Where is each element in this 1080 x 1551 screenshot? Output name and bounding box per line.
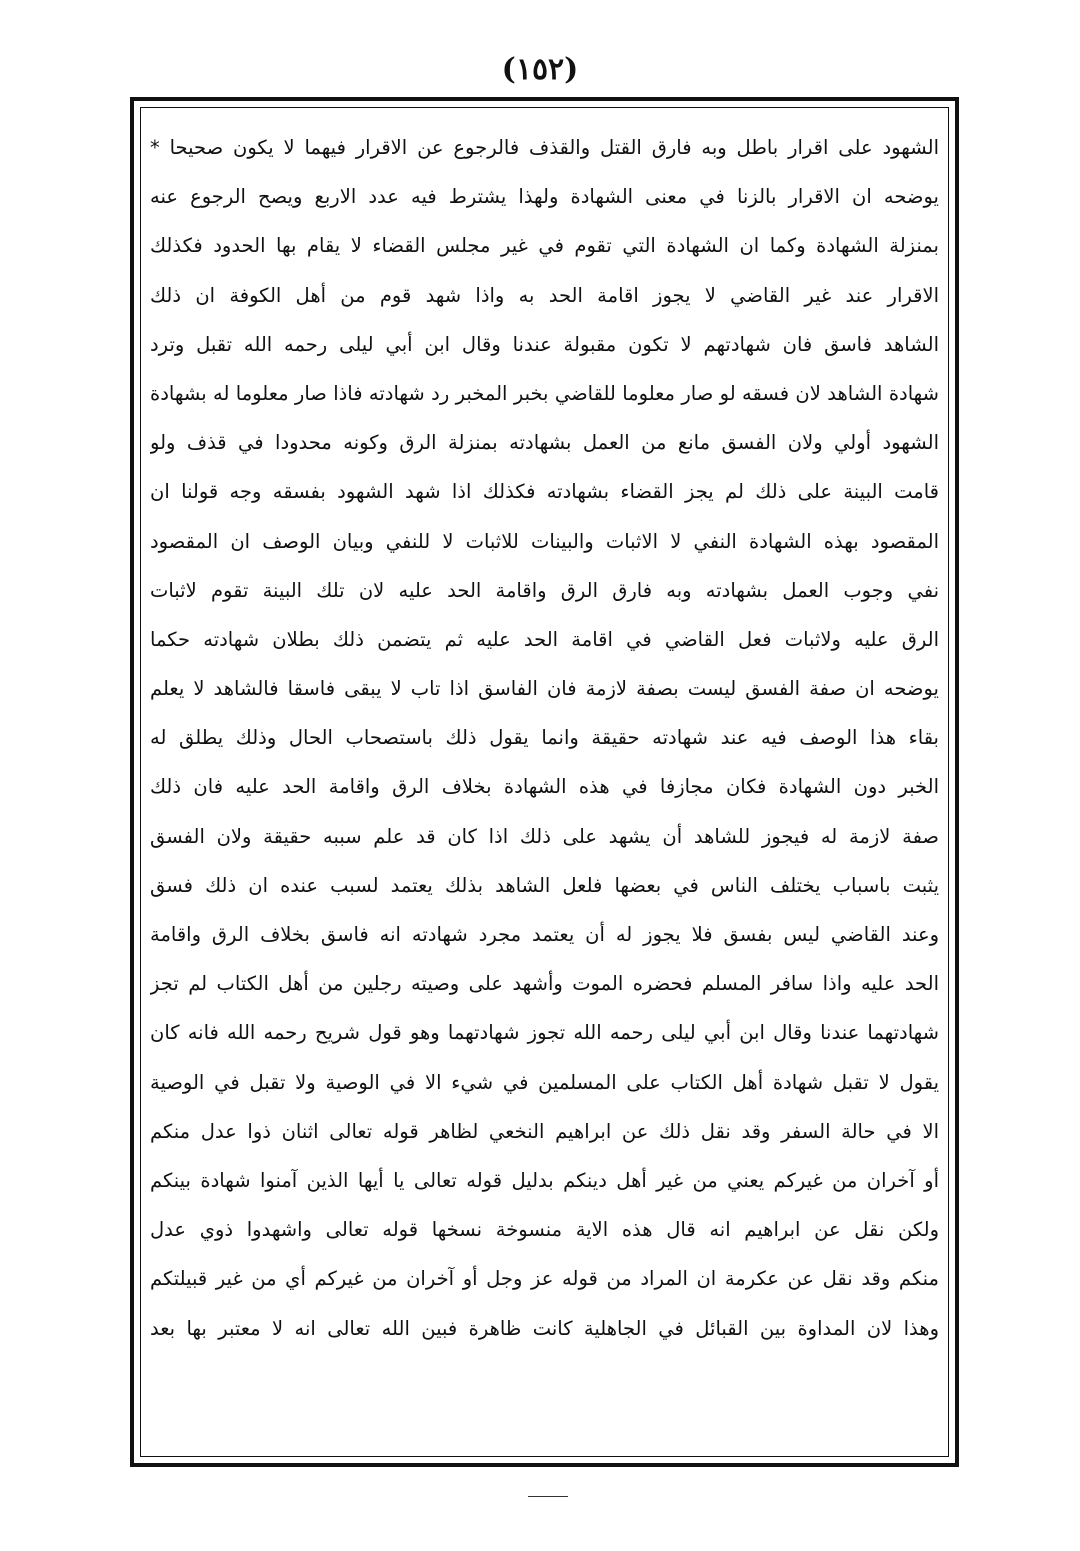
text-line: منكم وقد نقل عن عكرمة ان المراد من قوله عز وجل أو آخران من غيركم أي من غير قبيلتكم — [150, 1267, 939, 1291]
text-line: يثبت باسباب يختلف الناس في بعضها فلعل الشاهد بذلك يعتمد لسبب عنده ان ذلك فسق — [150, 873, 939, 897]
text-line: نفي وجوب العمل بشهادته وبه فارق الرق واقامة الحد عليه لان تلك البينة تقوم لاثبات — [150, 578, 939, 602]
text-line: الرق عليه ولاثبات فعل القاضي في اقامة الحد عليه ثم يتضمن ذلك بطلان شهادته حكما — [150, 627, 939, 651]
text-line: شهادة الشاهد لان فسقه لو صار معلوما للقاضي بخبر المخبر رد شهادته فاذا صار معلوما له بشهادة — [150, 381, 939, 405]
text-line: الشاهد فاسق فان شهادتهم لا تكون مقبولة عندنا وقال ابن أبي ليلى رحمه الله تقبل وترد — [150, 332, 939, 356]
page-frame — [130, 97, 959, 1467]
text-line: شهادتهما عندنا وقال ابن أبي ليلى رحمه الله تجوز شهادتهما وهو قول شريح رحمه الله فانه كان — [150, 1021, 939, 1045]
text-line: صفة لازمة له فيجوز للشاهد أن يشهد على ذلك اذا كان قد علم سببه حقيقة ولان الفسق — [150, 824, 939, 848]
text-line: وهذا لان المداوة بين القبائل في الجاهلية كانت ظاهرة فبين الله تعالى انه لا معتبر بها بعد — [150, 1316, 939, 1340]
text-line: المقصود بهذه الشهادة النفي لا الاثبات والبينات للاثبات لا للنفي وبيان الوصف ان المقصود — [150, 529, 939, 553]
text-line: الا في حالة السفر وقد نقل ذلك عن ابراهيم النخعي لظاهر قوله تعالى اثنان ذوا عدل منكم — [150, 1119, 939, 1143]
text-line: قامت البينة على ذلك لم يجز القضاء بشهادته فكذلك اذا شهد الشهود بفسقه وجه قولنا ان — [150, 480, 939, 504]
text-line: الشهود على اقرار باطل وبه فارق القتل والقذف فالرجوع عن الاقرار فيهما لا يكون صحيحا * — [150, 136, 939, 159]
text-line: يوضحه ان صفة الفسق ليست بصفة لازمة فان الفاسق اذا تاب لا يبقى فاسقا فالشاهد لا يعلم — [150, 677, 939, 701]
text-line: ولكن نقل عن ابراهيم انه قال هذه الاية منسوخة نسخها قوله تعالى واشهدوا ذوي عدل — [150, 1218, 939, 1242]
text-line: الشهود أولي ولان الفسق مانع من العمل بشهادته بمنزلة الرق وكونه محدودا في قذف ولو — [150, 431, 939, 455]
text-line: أو آخران من غيركم يعني من غير أهل دينكم بدليل قوله تعالى يا أيها الذين آمنوا شهادة بينكم — [150, 1168, 939, 1192]
text-line: الخبر دون الشهادة فكان مجازفا في هذه الشهادة بخلاف الرق واقامة الحد عليه فان ذلك — [150, 775, 939, 799]
page-number: (١٥٢) — [501, 52, 579, 87]
text-line: الاقرار عند غير القاضي لا يجوز اقامة الحد به واذا شهد قوم من أهل الكوفة ان ذلك — [150, 283, 939, 307]
text-line: يوضحه ان الاقرار بالزنا في معنى الشهادة ولهذا يشترط فيه عدد الاربع ويصح الرجوع عنه — [150, 185, 939, 209]
text-line: وعند القاضي ليس بفسق فلا يجوز له أن يعتمد مجرد شهادته انه فاسق بخلاف الرق واقامة — [150, 923, 939, 946]
text-line: بقاء هذا الوصف فيه عند شهادته حقيقة وانما يقول ذلك باستصحاب الحال وذلك يطلق له — [150, 726, 939, 750]
text-line: بمنزلة الشهادة وكما ان الشهادة التي تقوم في غير مجلس القضاء لا يقام بها الحدود فكذلك — [150, 234, 939, 258]
footer-rule — [528, 1496, 568, 1497]
text-line: يقول لا تقبل شهادة أهل الكتاب على المسلمين في شيء الا في الوصية ولا تقبل في الوصية — [150, 1070, 939, 1094]
text-line: الحد عليه واذا سافر المسلم فحضره الموت وأشهد على وصيته رجلين من أهل الكتاب لم تجز — [150, 972, 939, 996]
body-text — [150, 123, 939, 1353]
